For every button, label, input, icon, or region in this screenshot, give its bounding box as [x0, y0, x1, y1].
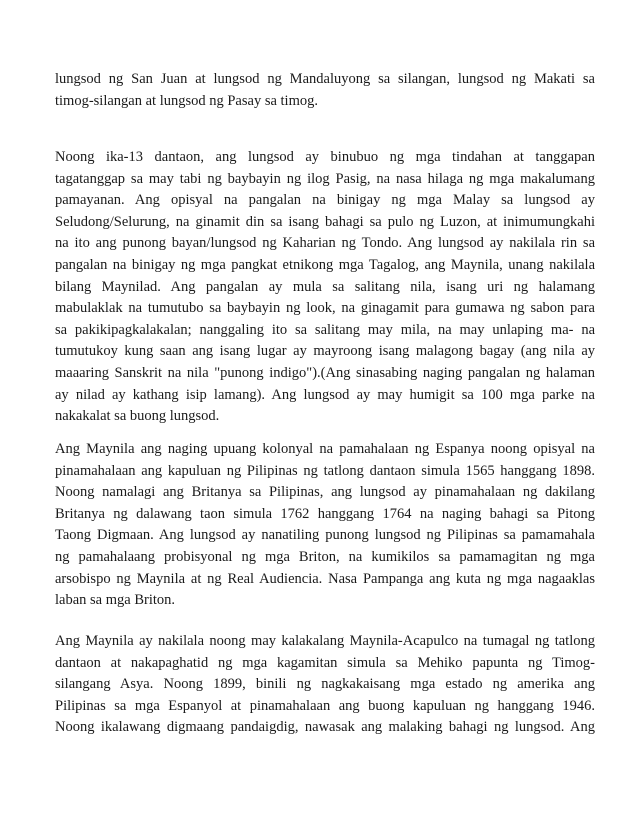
text-line: laban sa mga Briton.: [55, 592, 176, 609]
text-line: tumutukoy kung saan ang isang lugar ay mayroong isang malagong bagay (ang nila ay: [55, 343, 595, 360]
paragraph-1: [55, 69, 595, 112]
text-line: Noong ikalawang digmaang pandaigdig, nawasak ang malaking bahagi ng lungsod. Ang: [55, 719, 595, 736]
text-line: silangang Asya. Noong 1899, binili ng nagkakaisang mga estado ng amerika ang: [55, 676, 595, 693]
text-line: na ito ang punong bayan/lungsod ng Kaharian ng Tondo. Ang lungsod ay nakilala rin sa: [55, 235, 595, 252]
text-line: pangalan na binigay ng mga pangkat etnikong mga Tagalog, ang Maynila, unang nakilala: [55, 256, 595, 273]
text-line: ay nilad ay kathang isip lamang). Ang lungsod ay may humigit sa 100 mga parke na: [55, 386, 595, 403]
text-line: bilang Maynilad. Ang pangalan ay mula sa salitang nila, isang uri ng halamang: [55, 278, 595, 295]
text-line: Pilipinas sa mga Espanyol at pinamahalaan ang buong kapuluan ng hanggang 1946.: [55, 697, 595, 714]
text-line: pamayanan. Ang opisyal na pangalan na binigay ng mga Malay sa lungsod ay: [55, 192, 595, 209]
text-line: mabulaklak na tumutubo sa baybayin ng look, na ginagamit para gumawa ng sabon para: [55, 300, 595, 317]
text-line: tagatanggap sa may tabi ng baybayin ng ilog Pasig, na nasa hilaga ng mga makalumang: [55, 170, 595, 187]
text-line: maaaring Sanskrit na nila "punong indigo").(Ang sinasabing naging pangalan ng halaman: [55, 364, 595, 381]
text-line: dantaon at nakapaghatid ng mga kagamitan simula sa Mehiko papunta ng Timog-: [55, 654, 595, 671]
text-line: Noong ika-13 dantaon, ang lungsod ay binubuo ng mga tindahan at tanggapan: [55, 149, 595, 165]
paragraph-4: [55, 631, 595, 739]
text-line: Taong Digmaan. Ang lungsod ay nanatiling punong lungsod ng Pilipinas sa pamamahala: [55, 527, 595, 544]
text-line: sa pakikipagkalakalan; nanggaling ito sa salitang may mila, na may unlaping ma- na: [55, 321, 595, 338]
text-line: Ang Maynila ang naging upuang kolonyal na pamahalaan ng Espanya noong opisyal na: [55, 441, 595, 457]
paragraph-2: [55, 147, 595, 428]
text-line: lungsod ng San Juan at lungsod ng Mandaluyong sa silangan, lungsod ng Makati sa: [55, 71, 595, 87]
text-line: ng pamahalaang probisyonal ng mga Briton, na kumikilos sa pamamagitan ng mga: [55, 548, 595, 565]
text-line: Britanya ng dalawang taon simula 1762 hanggang 1764 na naging bahagi sa Pitong: [55, 505, 595, 522]
text-line: Seludong/Selurung, na ginamit din sa isang bahagi sa pulo ng Luzon, at inimumungkahi: [55, 213, 595, 230]
text-line: Ang Maynila ay nakilala noong may kalakalang Maynila-Acapulco na tumagal ng tatlong: [55, 633, 595, 649]
text-line: Noong namalagi ang Britanya sa Pilipinas, ang lungsod ay pinamahalaan ng dakilang: [55, 484, 595, 501]
paragraph-3: [55, 439, 595, 612]
text-line: timog-silangan at lungsod ng Pasay sa timog.: [55, 92, 318, 109]
text-line: arsobispo ng Maynila at ng Real Audiencia. Nasa Pampanga ang kuta ng mga nagaaklas: [55, 570, 595, 587]
text-line: pinamahalaan ang kapuluan ng Pilipinas ng tatlong dantaon simula 1565 hanggang 1898.: [55, 462, 595, 479]
text-line: nakakalat sa buong lungsod.: [55, 408, 220, 425]
